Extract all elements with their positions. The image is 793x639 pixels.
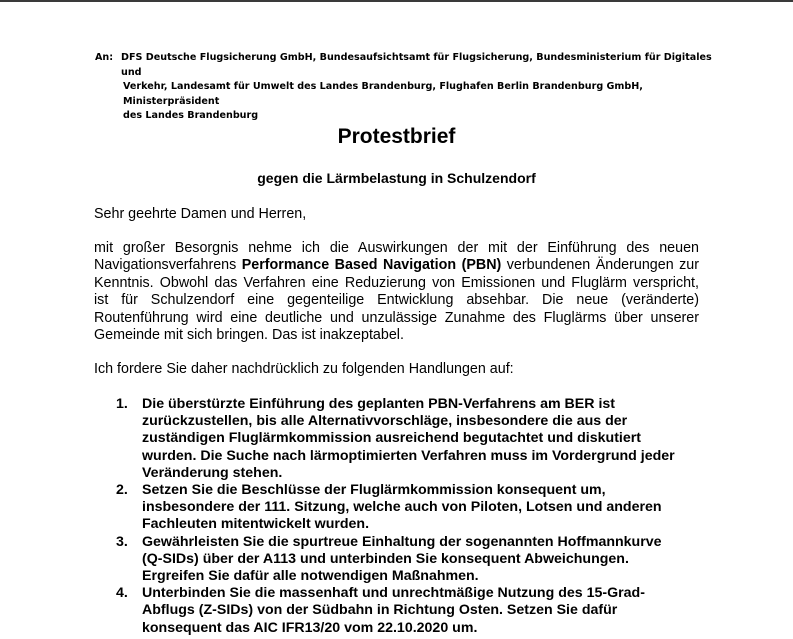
paragraph-line: Gemeinde mit sich bringen. Das ist inakzeptabel.: [94, 327, 404, 344]
recipient-block: [95, 51, 715, 124]
paragraph-line: Routenführung wird eine deutliche und unzulässige Zunahme des Fluglärms über unserer: [94, 309, 699, 326]
demand-number: 1.: [116, 396, 128, 412]
demand-line: (Q-SIDs) über der A113 und unterbinden Sie konsequent Abweichungen.: [142, 550, 629, 567]
demand-line: wurden. Die Suche nach lärmoptimierten Verfahren muss im Vordergrund jeder: [142, 447, 675, 464]
demand-line: zuständigen Fluglärmkommission ausreichend begutachtet und diskutiert: [142, 430, 642, 447]
demand-line: Unterbinden Sie die massenhaft und unrechtmäßige Nutzung des 15-Grad-: [142, 585, 645, 602]
demand-line: Abflugs (Z-SIDs) von der Südbahn in Richtung Osten. Setzen Sie dafür: [142, 602, 618, 619]
pbn-highlight: Performance Based Navigation (PBN): [241, 257, 502, 274]
demand-line: Setzen Sie die Beschlüsse der Fluglärmkommission konsequent um,: [142, 482, 606, 499]
demand-intro: Ich fordere Sie daher nachdrücklich zu folgenden Handlungen auf:: [94, 361, 514, 377]
recipient-line: Verkehr, Landesamt für Umwelt des Landes Brandenburg, Flughafen Berlin Brandenburg GmbH, Ministerpräsident: [123, 81, 643, 107]
demand-item: [116, 396, 716, 482]
salutation: Sehr geehrte Damen und Herren,: [94, 206, 307, 222]
demand-number: 2.: [116, 482, 128, 499]
demand-number: 3.: [116, 533, 128, 550]
demand-line: insbesondere der 111. Sitzung, welche auch von Piloten, Lotsen und anderen: [142, 499, 662, 516]
recipient-line: DFS Deutsche Flugsicherung GmbH, Bundesaufsichtsamt für Flugsicherung, Bundesministerium für Digitales und: [121, 52, 712, 78]
demand-line: Gewährleisten Sie die spurtreue Einhaltung der sogenannten Hoffmannkurve: [142, 533, 662, 550]
letter-subtitle: gegen die Lärmbelastung in Schulzendorf: [257, 170, 536, 186]
demand-item: [116, 534, 716, 586]
paragraph-line: Kenntnis. Obwohl das Verfahren eine Reduzierung von Emissionen und Fluglärm verspricht,: [94, 274, 699, 291]
paragraph-text: verbundenen Änderungen zur: [501, 257, 699, 274]
demand-line: konsequent das AIC IFR13/20 vom 22.10.2020 um.: [142, 619, 478, 636]
demand-number: 4.: [116, 585, 128, 602]
letter-title: Protestbrief: [337, 125, 456, 148]
demand-line: Fachleuten mitentwickelt wurden.: [142, 516, 370, 533]
recipient-list: [121, 51, 715, 124]
paragraph-line: mit großer Besorgnis nehme ich die Auswirkungen der mit der Einführung des neuen: [94, 240, 699, 256]
recipient-label: An:: [95, 52, 114, 63]
demand-list: [116, 396, 716, 637]
demand-item: [116, 482, 716, 534]
demand-line: Veränderung stehen.: [142, 464, 283, 481]
paragraph-text: Navigationsverfahrens: [94, 257, 242, 274]
demand-line: zurückzustellen, bis alle Alternativvorschläge, insbesondere die aus der: [142, 413, 628, 430]
recipient-line: des Landes Brandenburg: [123, 110, 259, 122]
body-paragraph: [94, 240, 699, 344]
demand-line: Die überstürzte Einführung des geplanten PBN-Verfahrens am BER ist: [142, 396, 616, 412]
demand-line: Ergreifen Sie dafür alle notwendigen Maßnahmen.: [142, 568, 479, 585]
paragraph-line: ist für Schulzendorf eine gegenteilige Entwicklung absehbar. Die neue (veränderte): [94, 292, 699, 309]
paragraph-line: [94, 257, 699, 274]
demand-item: [116, 585, 716, 637]
